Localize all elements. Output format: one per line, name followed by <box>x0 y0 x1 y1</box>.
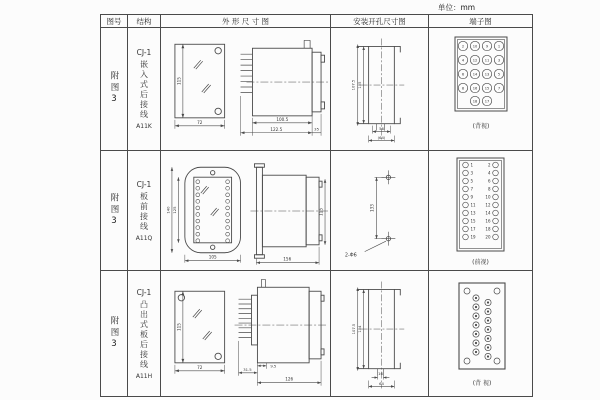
svg-text:12: 12 <box>472 57 478 62</box>
terminal-grid-2 <box>463 162 499 240</box>
outline-diagram-1 <box>161 28 330 151</box>
structure-code-3: A11H <box>135 372 153 380</box>
dim-front-width-2: 105 <box>208 254 217 260</box>
svg-text:6: 6 <box>461 71 465 76</box>
dim-install-houter-3: 107.5 <box>351 323 356 335</box>
terminal-drawing-cell-1 <box>429 28 532 151</box>
terminal-grid-3 <box>464 288 500 364</box>
view-label-2: (前视) <box>472 258 489 266</box>
dim-body-length-3: 126 <box>285 376 294 382</box>
svg-text:14: 14 <box>485 210 491 215</box>
outline-diagram-3 <box>161 271 330 396</box>
structure-code-1: A11K <box>136 123 152 130</box>
dim-stub-length-3: 31.5 <box>243 367 252 372</box>
dim-body-length-2: 156 <box>283 256 292 262</box>
dim-install-houter-1: 107.5 <box>351 79 356 90</box>
dim-install-wouter-1: (64) <box>377 135 386 140</box>
svg-text:16: 16 <box>472 85 478 90</box>
svg-text:16: 16 <box>485 218 491 223</box>
svg-text:13: 13 <box>470 210 476 215</box>
figure-no-2: 附图3 <box>109 192 119 229</box>
terminal-strip-dots <box>196 179 230 242</box>
svg-text:20: 20 <box>485 234 491 239</box>
outline-drawing-cell-2 <box>161 151 331 271</box>
dim-front-width-3: 72 <box>197 364 203 370</box>
svg-text:10: 10 <box>472 43 478 48</box>
outline-drawing-cell-3 <box>161 271 331 396</box>
svg-text:13: 13 <box>484 71 490 76</box>
terminal-drawing-cell-2 <box>429 151 532 271</box>
svg-text:4: 4 <box>461 57 465 62</box>
dim-offset-3: 9.5 <box>270 364 277 369</box>
svg-text:19: 19 <box>470 234 476 239</box>
install-drawing-cell-2 <box>331 151 429 271</box>
terminal-grid-1 <box>458 41 503 105</box>
terminal-diagram-3 <box>429 271 532 396</box>
svg-text:18: 18 <box>485 226 491 231</box>
dim-front-width-1: 72 <box>197 119 203 125</box>
svg-text:3: 3 <box>497 57 501 62</box>
svg-text:9: 9 <box>485 43 489 48</box>
structure-type-3: 凸出式板后接线 <box>139 299 149 370</box>
install-drawing-cell-1 <box>331 28 429 151</box>
svg-text:12: 12 <box>485 202 491 207</box>
terminal-diagram-1 <box>429 28 532 151</box>
dim-install-hinner-1: 105 <box>358 80 363 89</box>
install-diagram-3 <box>331 271 428 396</box>
figure-no-1: 附图3 <box>109 71 119 107</box>
structure-code-2: A11Q <box>135 234 153 242</box>
svg-text:4: 4 <box>487 170 491 175</box>
structure-cell-1 <box>128 28 161 151</box>
dim-side-height-2: 115 <box>318 207 324 216</box>
svg-text:14: 14 <box>472 71 478 76</box>
svg-text:11: 11 <box>484 57 490 62</box>
svg-text:17: 17 <box>484 98 490 103</box>
svg-text:8: 8 <box>461 85 465 90</box>
svg-text:1: 1 <box>497 43 501 48</box>
svg-text:11: 11 <box>470 202 476 207</box>
svg-text:15: 15 <box>470 218 476 223</box>
dim-front-height-1: 115 <box>176 76 182 85</box>
dimension-table <box>100 14 533 397</box>
unit-label: 单位：mm <box>438 3 476 12</box>
svg-text:2: 2 <box>461 43 465 48</box>
figure-no-3: 附图3 <box>109 315 119 352</box>
dim-install-winner-3: 16 <box>378 372 383 377</box>
structure-cell-2 <box>128 151 161 271</box>
dim-front-height-3: 115 <box>176 323 182 332</box>
dim-front-outer-h-2: 140 <box>166 205 171 214</box>
view-label-1: (背视) <box>472 122 490 130</box>
header-outline-dims: 外 形 尺 寸 图 <box>161 15 331 28</box>
install-diagram-1 <box>331 28 428 151</box>
dim-body-length-1: 100.5 <box>276 116 289 122</box>
svg-text:7: 7 <box>470 186 474 191</box>
figure-no-cell-2 <box>101 151 128 271</box>
terminal-diagram-2 <box>429 151 532 271</box>
svg-text:9: 9 <box>470 194 474 199</box>
svg-text:2: 2 <box>487 162 491 167</box>
svg-text:10: 10 <box>485 194 491 199</box>
outline-drawing-cell-1 <box>161 28 331 151</box>
model-name-2: CJ-1 <box>136 179 152 189</box>
header-terminal-diagram: 端子图 <box>429 15 532 28</box>
install-drawing-cell-3 <box>331 271 429 396</box>
dim-total-length-1: 122.5 <box>270 126 283 132</box>
install-diagram-2 <box>331 151 428 271</box>
view-label-3: (背 视) <box>472 380 492 387</box>
svg-text:7: 7 <box>497 85 501 90</box>
dim-install-winner-1: 56 <box>379 126 384 131</box>
svg-text:5: 5 <box>497 71 501 76</box>
header-figure-no: 图号 <box>101 15 128 28</box>
dim-install-hinner-3: 104 <box>358 325 363 333</box>
terminal-drawing-cell-3 <box>429 271 532 396</box>
svg-text:8: 8 <box>487 186 491 191</box>
figure-no-cell-1 <box>101 28 128 151</box>
structure-cell-3 <box>128 271 161 396</box>
dim-front-inner-h-2: 125 <box>172 205 177 214</box>
svg-text:1: 1 <box>470 162 474 167</box>
svg-text:17: 17 <box>470 226 476 231</box>
header-structure: 结构 <box>128 15 161 28</box>
dim-install-wouter-3: 64 <box>379 381 384 386</box>
hole-label-2: 2-Φ6 <box>344 252 357 259</box>
structure-type-1: 嵌入式后接线 <box>139 60 149 120</box>
dim-hole-dist-2: 133 <box>369 203 375 212</box>
structure-type-2: 板前接线 <box>139 191 149 232</box>
model-name-3: CJ-1 <box>136 287 152 297</box>
svg-text:5: 5 <box>470 178 474 183</box>
outline-diagram-2 <box>161 151 330 271</box>
dim-flange-width-1: 35 <box>314 126 319 131</box>
header-install-dims: 安装开孔尺寸图 <box>331 15 429 28</box>
svg-text:6: 6 <box>487 178 491 183</box>
svg-text:18: 18 <box>472 98 478 103</box>
figure-no-cell-3 <box>101 271 128 396</box>
svg-text:3: 3 <box>470 170 474 175</box>
model-name-1: CJ-1 <box>136 48 152 57</box>
svg-text:15: 15 <box>484 85 490 90</box>
